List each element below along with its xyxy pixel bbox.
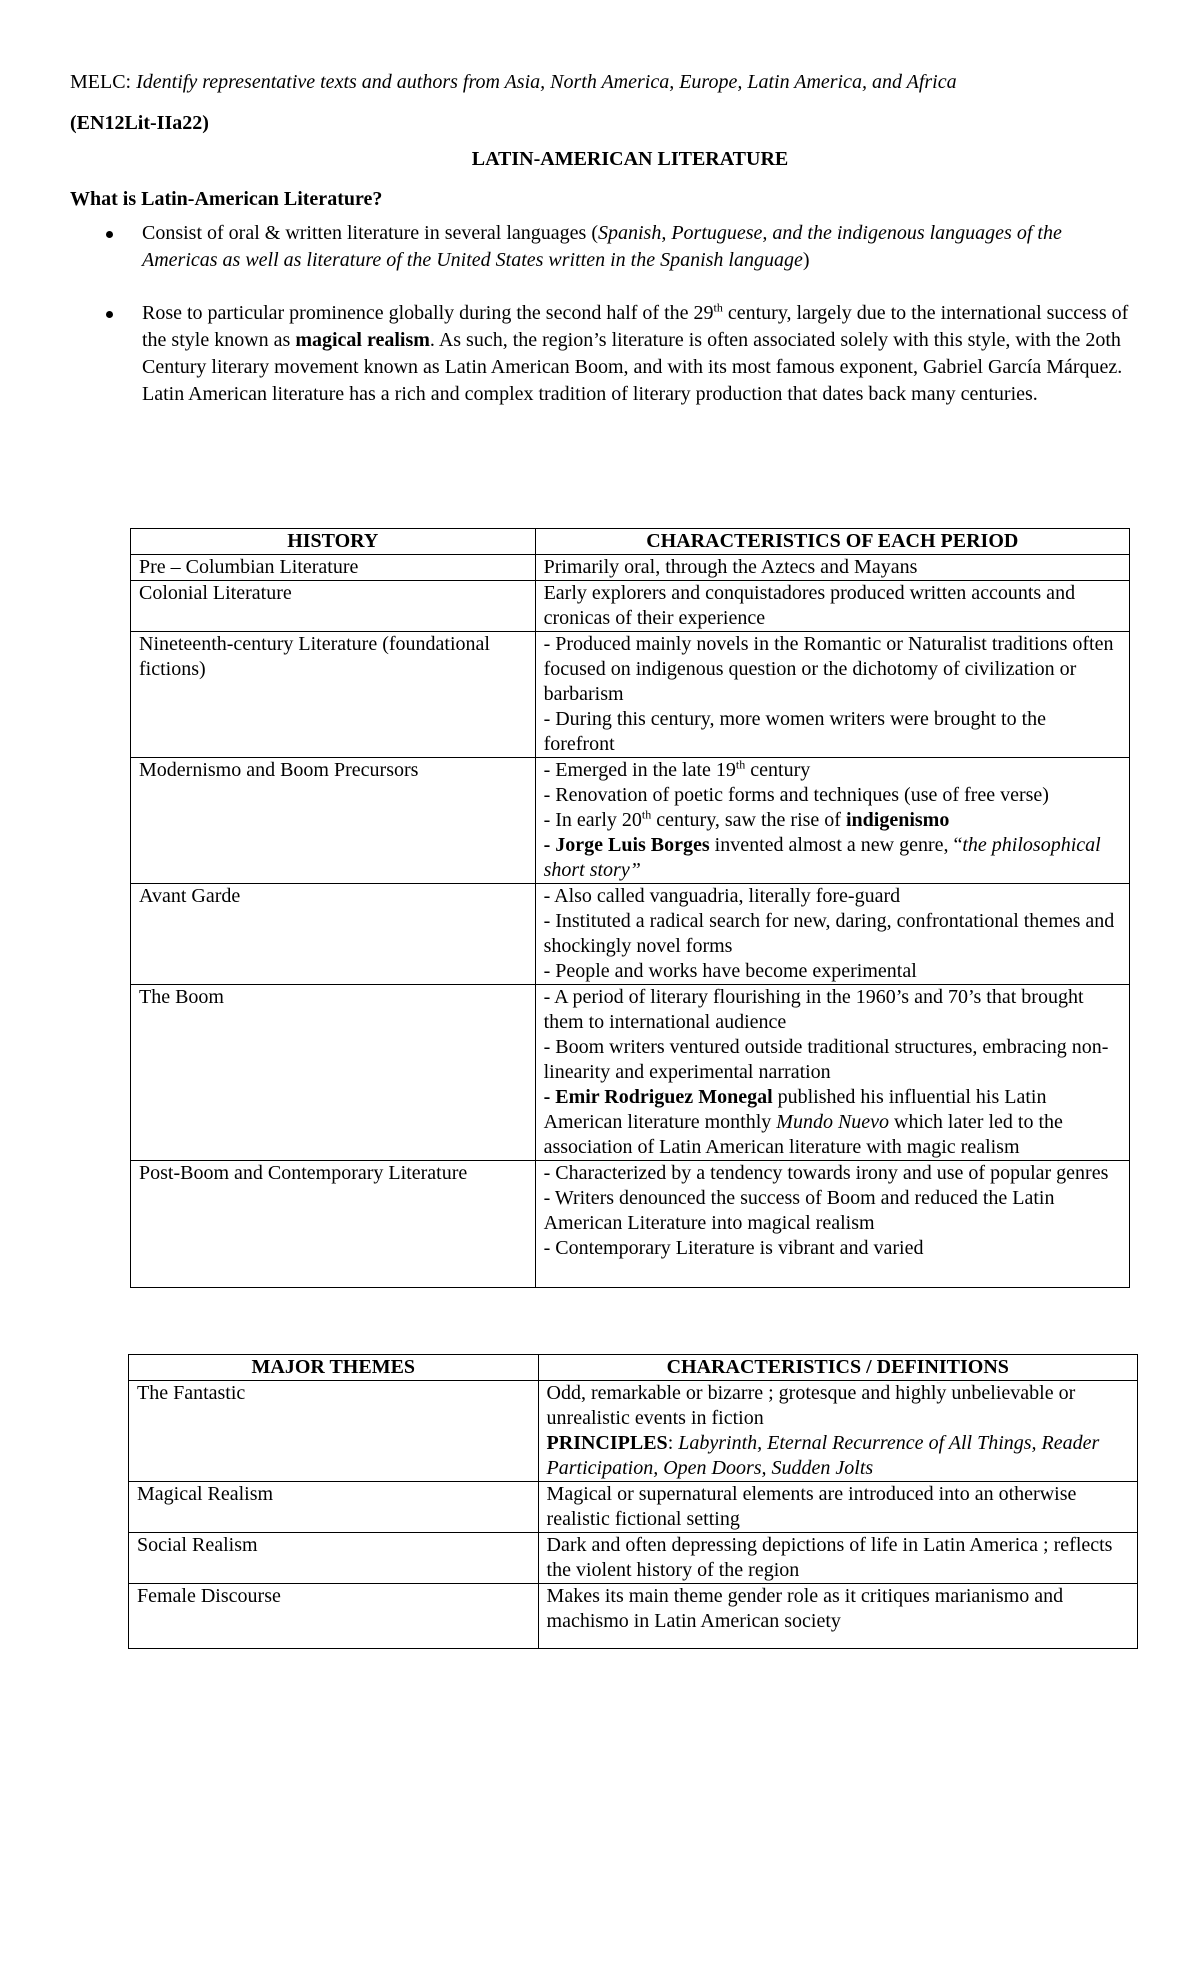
table-row xyxy=(131,985,1130,1161)
theme-cell: Female Discourse xyxy=(129,1584,539,1649)
superscript: th xyxy=(713,300,723,315)
bullet-dot-icon xyxy=(106,231,113,238)
definition-cell: Makes its main theme gender role as it critiques marianismo and machismo in Latin American society xyxy=(538,1584,1137,1649)
text-run: century, saw the rise of xyxy=(651,809,846,831)
text-run-italic: Mundo Nuevo xyxy=(776,1111,890,1133)
page-title: LATIN-AMERICAN LITERATURE xyxy=(471,148,789,170)
principles-text: Labyrinth, Eternal Recurrence of All Things, Reader Participation, Open Doors, Sudden Jolts xyxy=(546,1432,1100,1479)
column-header-characteristics: CHARACTERISTICS OF EACH PERIOD xyxy=(535,529,1129,555)
bullet-text-italic: Spanish, Portuguese, and the indigenous languages of the Americas as well as literature of the United States written in the Spanish language xyxy=(142,222,1062,271)
definition-cell: Magical or supernatural elements are introduced into an otherwise realistic fictional setting xyxy=(538,1482,1137,1533)
text-run-bold: indigenismo xyxy=(845,809,950,831)
table-row xyxy=(131,1161,1130,1288)
characteristic-line: - Writers denounced the success of Boom and reduced the Latin American Literature into magical realism xyxy=(543,1187,1055,1234)
definition-cell: Dark and often depressing depictions of life in Latin America ; reflects the violent history of the region xyxy=(538,1533,1137,1584)
bullet-text: Rose to particular prominence globally during the second half of the 29 xyxy=(142,302,714,324)
table-row xyxy=(131,758,1130,884)
text-run: century xyxy=(745,759,811,781)
characteristics-cell xyxy=(535,632,1129,758)
superscript: th xyxy=(735,757,746,772)
table-row xyxy=(129,1584,1138,1649)
bullet-text: ) xyxy=(802,249,810,271)
table-row xyxy=(131,581,1130,632)
bullet-text-bold: magical realism xyxy=(295,329,430,351)
section-question: What is Latin-American Literature? xyxy=(70,188,383,210)
theme-cell: Magical Realism xyxy=(129,1482,539,1533)
themes-table xyxy=(128,1354,1138,1649)
characteristic-line: - During this century, more women writers were brought to the forefront xyxy=(543,708,1047,755)
history-table xyxy=(130,528,1130,1288)
bullet-dot-icon xyxy=(106,311,113,318)
table-row xyxy=(131,555,1130,581)
text-run-italic: the philosophical short story” xyxy=(543,834,1101,881)
bullet-text: Consist of oral & written literature in several languages ( xyxy=(142,222,598,244)
text-run: : xyxy=(667,1432,679,1454)
characteristic-line: - Characterized by a tendency towards irony and use of popular genres xyxy=(543,1162,1109,1184)
text-run: which later led to the association of Latin American literature with magic realism xyxy=(543,1111,1063,1158)
definition-cell xyxy=(538,1381,1137,1482)
characteristic-line: - Also called vanguadria, literally fore-guard xyxy=(543,885,901,907)
characteristic-line xyxy=(544,808,1121,833)
characteristic-line: - Renovation of poetic forms and techniques (use of free verse) xyxy=(543,784,1049,806)
table-row xyxy=(129,1381,1138,1482)
competency-code: (EN12Lit-IIa22) xyxy=(70,112,209,134)
bullet-item-prominence xyxy=(70,300,1130,408)
text-run: published his influential his Latin American literature monthly xyxy=(543,1086,1047,1133)
definition-line: Odd, remarkable or bizarre ; grotesque and highly unbelievable or unrealistic events in fiction xyxy=(546,1382,1076,1429)
principles-line xyxy=(547,1431,1129,1481)
period-cell: Nineteenth-century Literature (foundational fictions) xyxy=(131,632,536,758)
melc-line xyxy=(70,68,1130,96)
period-cell: The Boom xyxy=(131,985,536,1161)
characteristic-line xyxy=(544,833,1121,883)
text-run-bold: - Jorge Luis Borges xyxy=(543,834,710,856)
characteristics-cell xyxy=(535,985,1129,1161)
characteristic-line: - Produced mainly novels in the Romantic or Naturalist traditions often focused on indigenous question or the dichotomy of civilization or barbarism xyxy=(543,633,1114,705)
characteristics-cell xyxy=(535,1161,1129,1288)
text-run: - In early 20 xyxy=(543,809,642,831)
table-header-row xyxy=(131,529,1130,555)
table-row xyxy=(129,1482,1138,1533)
period-cell: Colonial Literature xyxy=(131,581,536,632)
table-row xyxy=(129,1533,1138,1584)
text-run: invented almost a new genre, “ xyxy=(709,834,963,856)
characteristics-cell xyxy=(535,555,1129,581)
characteristic-line: Primarily oral, through the Aztecs and Mayans xyxy=(543,556,918,578)
period-cell: Modernismo and Boom Precursors xyxy=(131,758,536,884)
characteristic-line xyxy=(544,758,1121,783)
bullet-text: century, largely due to the international success of the style known as xyxy=(142,302,1129,351)
column-header-history: HISTORY xyxy=(131,529,536,555)
characteristics-cell xyxy=(535,758,1129,884)
characteristic-line: - Instituted a radical search for new, daring, confrontational themes and shockingly novel forms xyxy=(543,910,1115,957)
theme-cell: The Fantastic xyxy=(129,1381,539,1482)
period-cell: Pre – Columbian Literature xyxy=(131,555,536,581)
intro-bullet-list xyxy=(70,220,1130,408)
characteristic-line: Early explorers and conquistadores produced written accounts and cronicas of their experience xyxy=(543,582,1076,629)
characteristics-cell xyxy=(535,581,1129,632)
table-row xyxy=(131,632,1130,758)
melc-description: Identify representative texts and authors from Asia, North America, Europe, Latin America, and Africa xyxy=(136,71,957,93)
characteristic-line: - People and works have become experimental xyxy=(543,960,917,982)
superscript: th xyxy=(641,807,652,822)
principles-label: PRINCIPLES xyxy=(546,1432,668,1454)
characteristic-line: - Contemporary Literature is vibrant and varied xyxy=(543,1237,924,1259)
column-header-definitions: CHARACTERISTICS / DEFINITIONS xyxy=(538,1355,1137,1381)
characteristic-line: - A period of literary flourishing in the 1960’s and 70’s that brought them to international audience xyxy=(543,986,1084,1033)
characteristic-line: - Boom writers ventured outside traditional structures, embracing non-linearity and experimental narration xyxy=(543,1036,1109,1083)
bullet-text: . As such, the region’s literature is often associated solely with this style, with the 2oth Century literary movement known as Latin American Boom, and with its most famous exponent, Gabriel García Márquez. Latin American literature has a rich and complex tradition of literary production that dates back many centuries. xyxy=(142,329,1123,405)
bullet-item-languages xyxy=(70,220,1130,274)
theme-cell: Social Realism xyxy=(129,1533,539,1584)
text-run-bold: - Emir Rodriguez Monegal xyxy=(543,1086,773,1108)
period-cell: Avant Garde xyxy=(131,884,536,985)
table-row xyxy=(131,884,1130,985)
characteristic-line xyxy=(544,1085,1121,1160)
period-cell: Post-Boom and Contemporary Literature xyxy=(131,1161,536,1288)
column-header-themes: MAJOR THEMES xyxy=(129,1355,539,1381)
melc-label: MELC: xyxy=(70,71,132,93)
document-page xyxy=(70,68,1130,434)
characteristics-cell xyxy=(535,884,1129,985)
table-header-row xyxy=(129,1355,1138,1381)
text-run: - Emerged in the late 19 xyxy=(543,759,736,781)
